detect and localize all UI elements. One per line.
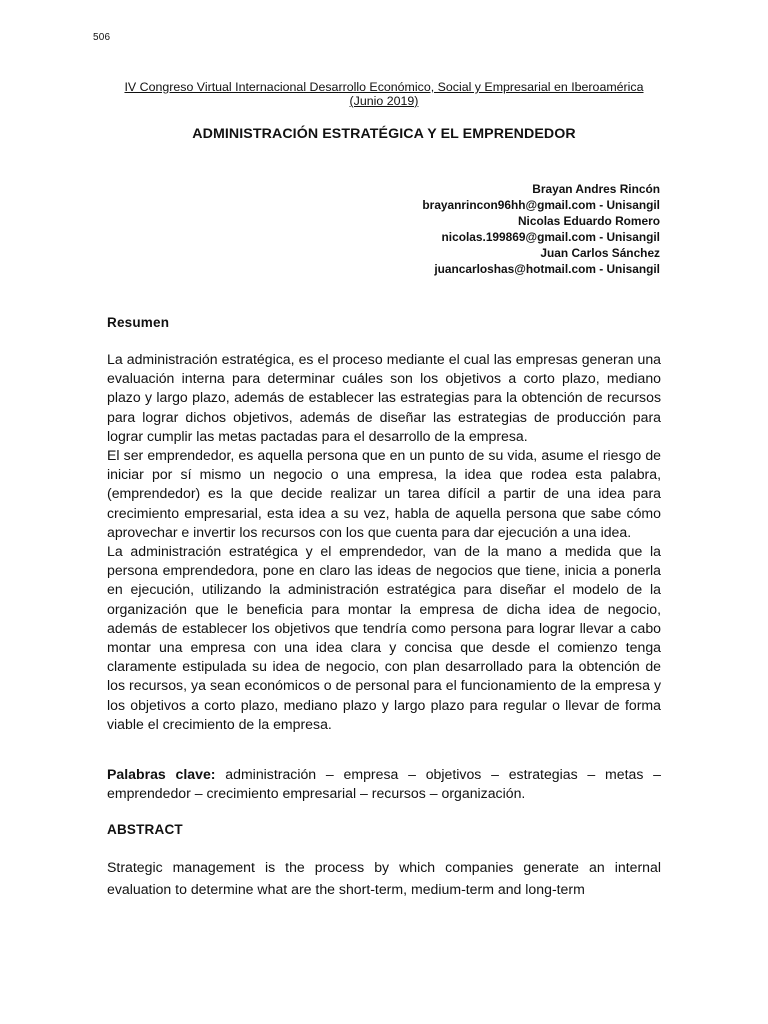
resumen-paragraph: La administración estratégica y el emprendedor, van de la mano a medida que la persona emprendedora, pone en claro las ideas de negocios que tiene, inicia a ponerla en ejecución, utilizando la administración estratégica para diseñar el modelo de la organización que le beneficia para montar la empresa de dicha idea de negocio, además de establecer los objetivos que tendría como persona para lograr llevar a cabo montar una empresa con una idea clara y concisa que desde el comienzo tenga claramente estipulada su idea de negocio, con plan desarrollado para la obtención de los recursos, ya sean económicos o de personal para el funcionamiento de la empresa y los objetivos a corto plazo, mediano plazo y largo plazo para regular o llevar de forma viable el crecimiento de la empresa.: [107, 543, 661, 732]
congress-header: [100, 80, 668, 108]
resumen-paragraph: La administración estratégica, es el proceso mediante el cual las empresas generan una evaluación interna para determinar cuáles son los objetivos a corto plazo, mediano plazo y largo plazo, además de establecer las estrategias para la obtención de recursos para lograr dichos objetivos, además de diseñar las estrategias de producción para lograr cumplir las metas pactadas para el desarrollo de la empresa.: [107, 351, 661, 444]
congress-title: IV Congreso Virtual Internacional Desarrollo Económico, Social y Empresarial en Iberoamérica: [124, 80, 644, 94]
author-name: Brayan Andres Rincón: [532, 182, 660, 196]
congress-date: (Junio 2019): [349, 94, 419, 108]
resumen-body: [107, 350, 661, 734]
author-name: Nicolas Eduardo Romero: [517, 213, 660, 228]
author-email: juancarloshas@hotmail.com - Unisangil: [434, 261, 660, 276]
resumen-paragraph: El ser emprendedor, es aquella persona que en un punto de su vida, asume el riesgo de iniciar por sí mismo un negocio o una empresa, la idea que rodea esta palabra, (emprendedor) es la que decide realizar un tarea difícil a partir de una idea para crecimiento empresarial, esta idea a su vez, habla de aquella persona que sabe cómo aprovechar e invertir los recursos con los que cuenta para dar ejecución a una idea.: [107, 447, 661, 540]
keywords: [107, 765, 661, 803]
abstract-paragraph: Strategic management is the process by which companies generate an internal evaluation to determine what are the short-term, medium-term and long-term: [107, 859, 661, 897]
author-email: brayanrincon96hh@gmail.com - Unisangil: [422, 197, 660, 212]
paper-title: ADMINISTRACIÓN ESTRATÉGICA Y EL EMPRENDEDOR: [192, 126, 576, 142]
author-block: [422, 182, 660, 277]
resumen-heading: Resumen: [107, 315, 170, 330]
author-name: Juan Carlos Sánchez: [540, 245, 660, 260]
keywords-text: administración – empresa – objetivos – estrategias – metas – emprendedor – crecimiento empresarial – recursos – organización.: [107, 766, 661, 802]
abstract-body: [107, 857, 661, 900]
author-email: nicolas.199869@gmail.com - Unisangil: [441, 229, 660, 244]
keywords-label: Palabras clave:: [107, 766, 216, 782]
abstract-heading: ABSTRACT: [107, 822, 183, 837]
page-number: 506: [93, 32, 111, 43]
